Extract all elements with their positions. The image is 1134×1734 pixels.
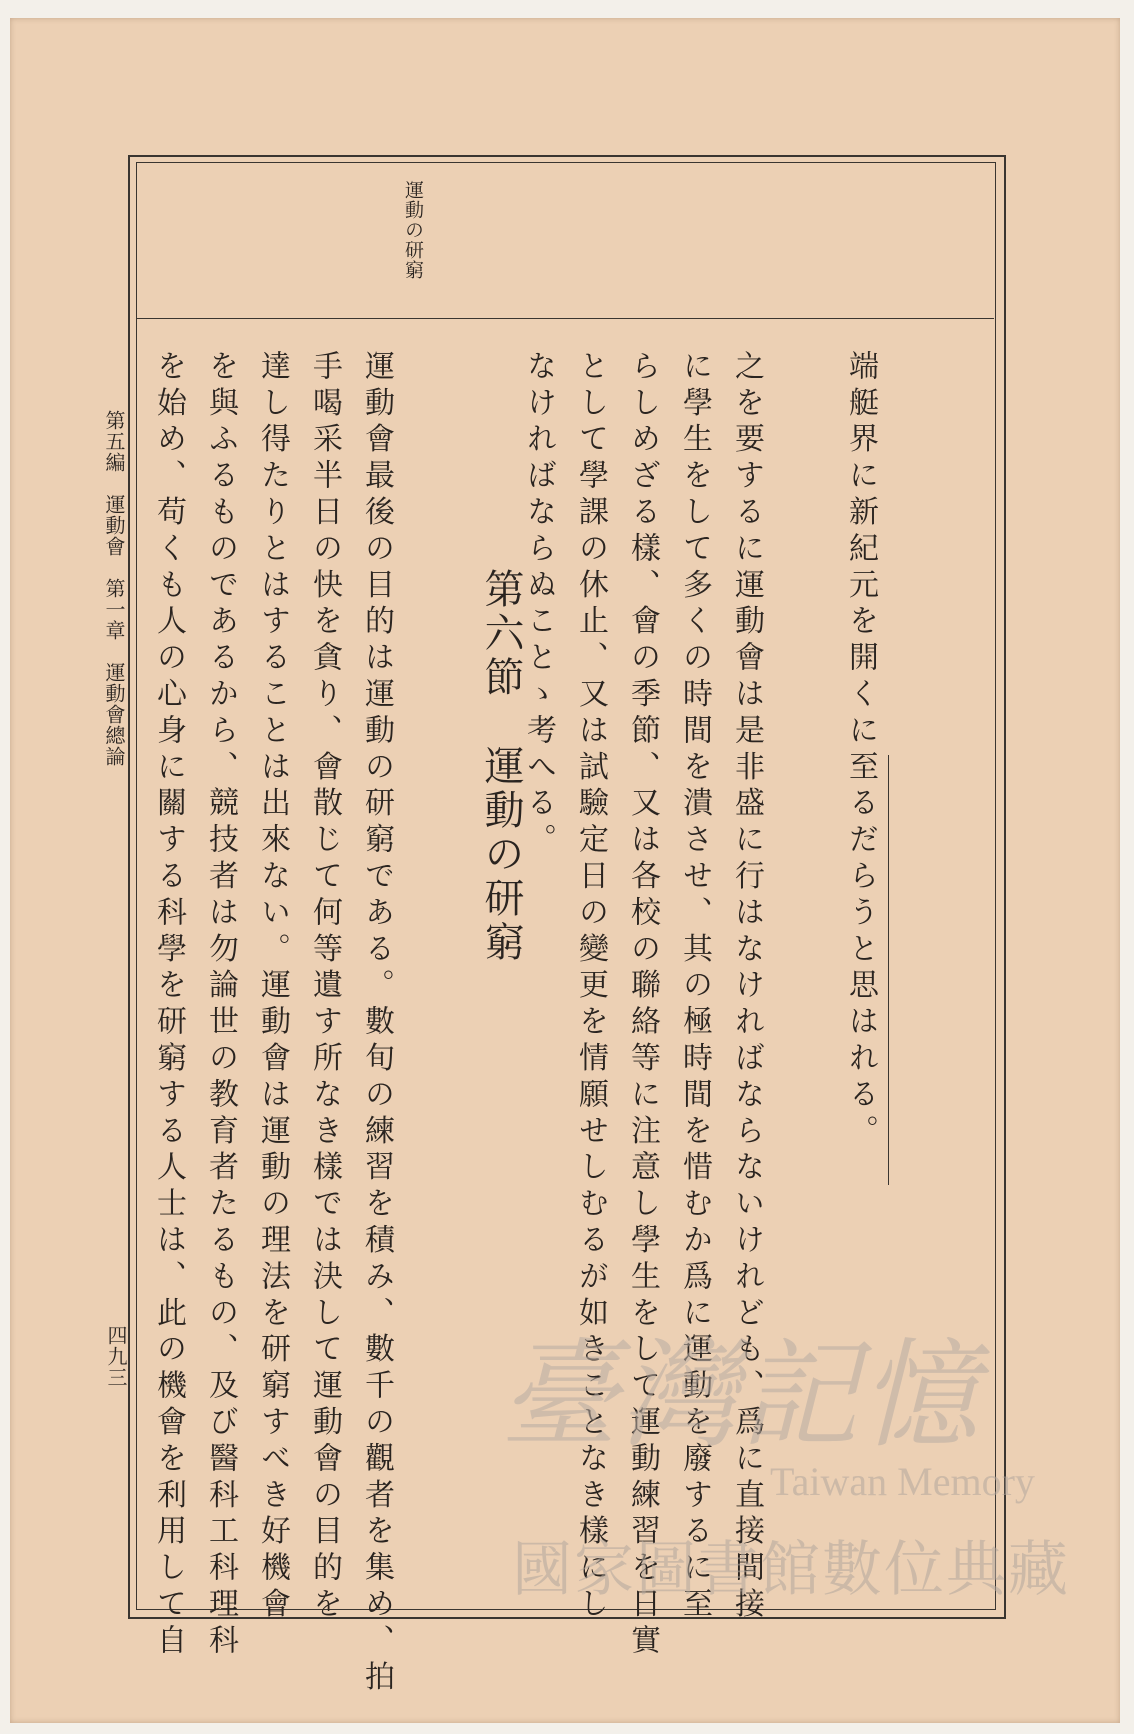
running-head: 運動の研窮 (402, 180, 424, 280)
text-column-1: 端艇界に新紀元を開くに至るだらうと思はれる。 (843, 350, 878, 1151)
text-column-4: らしめざる樣、會の季節、又は各校の聯絡等に注意し學生をして運動練習を日實 (625, 350, 660, 1661)
text-column-3: に學生をして多くの時間を潰させ、其の極時間を惜むか爲に運動を廢するに至 (677, 350, 712, 1624)
text-column-6: なければならぬことゝ考へる。 (521, 350, 556, 860)
page-number: 四九三 (104, 1325, 128, 1388)
footer-chapter-title: 運動會總論 (102, 662, 126, 767)
text-column-9: 達し得たりとはすることは出來ない。運動會は運動の理法を研窮すべき好機會 (255, 350, 290, 1624)
watermark-script: 臺灣記憶 (500, 1326, 981, 1464)
text-column-5: として學課の休止、又は試驗定日の變更を情願せしむるが如きことなき樣にし (573, 350, 608, 1624)
footer-chapter-line (100, 410, 129, 767)
watermark (500, 1300, 1070, 1605)
section-number: 第六節 (478, 568, 524, 700)
footer-book: 運動會 (102, 494, 126, 557)
text-column-2: 之を要するに運動會は是非盛に行はなければならないけれども、爲に直接間接 (729, 350, 764, 1624)
section-heading (480, 568, 530, 965)
footer-chapter: 第一章 (102, 578, 126, 641)
text-column-11: を始め、苟くも人の心身に關する科學を研窮する人士は、此の機會を利用して自 (151, 350, 186, 1661)
footer-part: 第五編 (102, 410, 126, 473)
text-column-7: 運動會最後の目的は運動の研窮である。數旬の練習を積み、數千の觀者を集め、拍 (359, 350, 394, 1697)
watermark-latin: Taiwan Memory (770, 1459, 1035, 1504)
text-column-10: を與ふるものであるから、競技者は勿論世の教育者たるもの、及び醫科工科理科 (203, 350, 238, 1661)
watermark-institution: 國家圖書館數位典藏 (512, 1535, 1070, 1605)
side-rule (888, 755, 889, 1185)
text-column-8: 手喝采半日の快を貪り、會散じて何等遺す所なき樣では決して運動會の目的を (307, 350, 342, 1624)
section-title: 運動の研窮 (478, 745, 524, 965)
header-rule (136, 318, 994, 319)
